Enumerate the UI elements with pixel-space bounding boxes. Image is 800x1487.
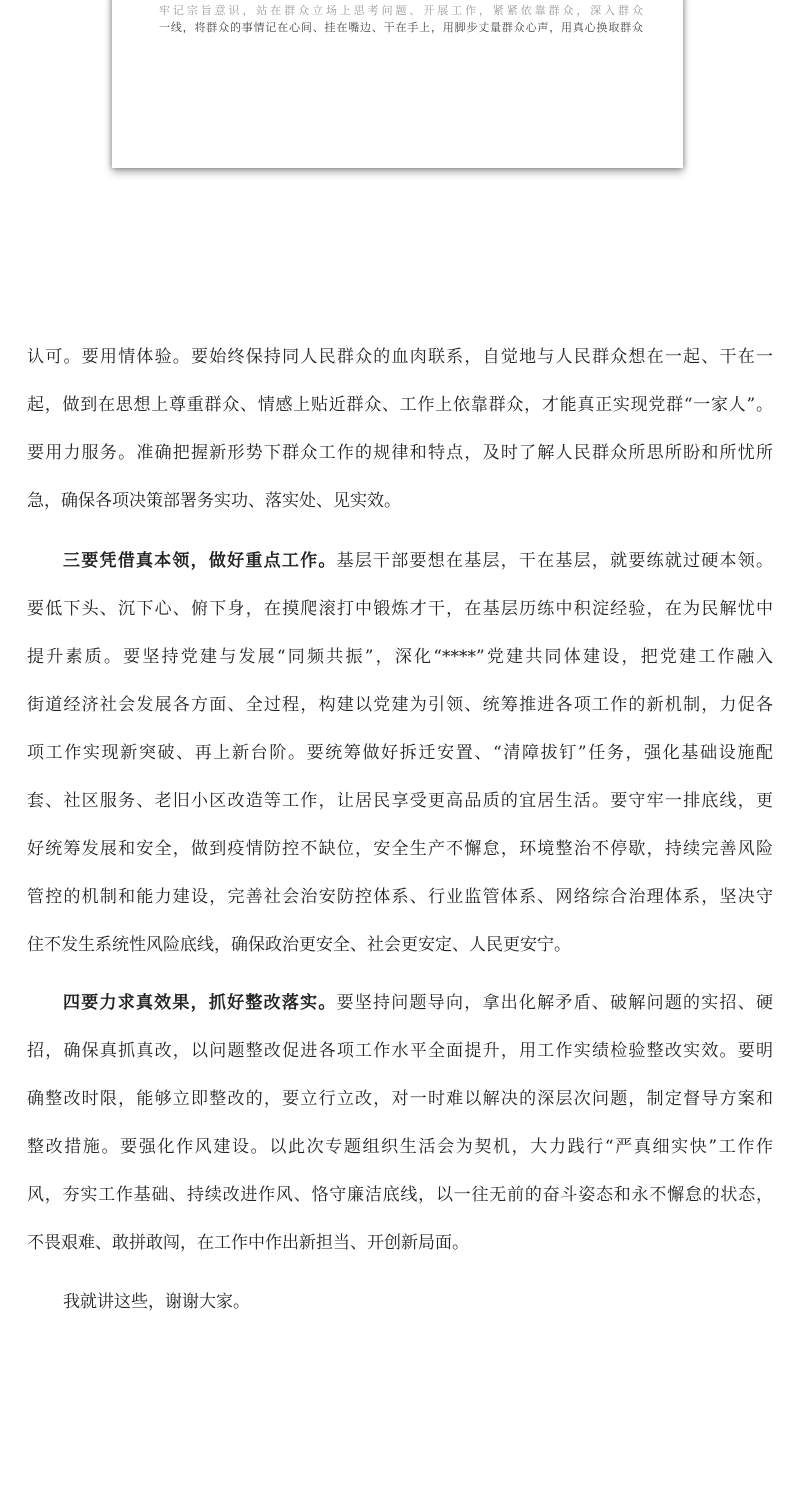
text-line: 套、社区服务、老旧小区改造等工作，让居民享受更高品质的宜居生活。要守牢一排底线，更: [27, 791, 773, 811]
text-line: 街道经济社会发展各方面、全过程，构建以党建为引领、统筹推进各项工作的新机制，力促各: [27, 695, 773, 715]
text-line: 要低下头、沉下心、俯下身，在摸爬滚打中锻炼才干，在基层历练中积淀经验，在为民解忧中: [27, 599, 773, 619]
text-line: 整改措施。要强化作风建设。以此次专题组织生活会为契机，大力践行“严真细实快”工作作: [27, 1137, 773, 1157]
text-line: 不畏艰难、敢拼敢闯，在工作中作出新担当、开创新局面。: [27, 1233, 469, 1253]
text-line: 提升素质。要坚持党建与发展“同频共振”，深化“****”党建共同体建设，把党建工作融入: [27, 647, 773, 667]
text-line: 招，确保真抓真改，以问题整改促进各项工作水平全面提升，用工作实绩检验整改实效。要明: [27, 1041, 773, 1061]
text-line: 要用力服务。准确把握新形势下群众工作的规律和特点，及时了解人民群众所思所盼和所忧所: [27, 443, 773, 463]
text-line: 住不发生系统性风险底线，确保政治更安全、社会更安定、人民更安宁。: [27, 935, 571, 955]
document-preview-card: [112, 0, 683, 168]
text-line: 我就讲这些，谢谢大家。: [63, 1292, 250, 1312]
paragraph-text: 基层干部要想在基层，干在基层，就要练就过硬本领。: [336, 551, 774, 571]
text-line: [63, 549, 773, 573]
text-line: [63, 991, 773, 1015]
paragraph-heading: 四要力求真效果，抓好整改落实。: [63, 993, 337, 1013]
card-line: 一线，将群众的事情记在心间、挂在嘴边、干在手上，用脚步丈量群众心声，用真心换取群众: [159, 21, 643, 34]
text-line: 确整改时限，能够立即整改的，要立行立改，对一时难以解决的深层次问题，制定督导方案和: [27, 1089, 773, 1109]
text-line: 认可。要用情体验。要始终保持同人民群众的血肉联系，自觉地与人民群众想在一起、干在一: [27, 347, 773, 367]
text-line: 项工作实现新突破、再上新台阶。要统筹做好拆迁安置、“清障拔钉”任务，强化基础设施配: [27, 743, 773, 763]
text-line: 起，做到在思想上尊重群众、情感上贴近群众、工作上依靠群众，才能真正实现党群“一家人”。: [27, 395, 773, 415]
paragraph-text: 要坚持问题导向，拿出化解矛盾、破解问题的实招、硬: [336, 993, 774, 1013]
paragraph-heading: 三要凭借真本领，做好重点工作。: [63, 551, 337, 571]
text-line: 管控的机制和能力建设，完善社会治安防控体系、行业监管体系、网络综合治理体系，坚决守: [27, 887, 773, 907]
text-line: 急，确保各项决策部署务实功、落实处、见实效。: [27, 491, 401, 511]
text-line: 好统筹发展和安全，做到疫情防控不缺位，安全生产不懈怠，环境整治不停歇，持续完善风险: [27, 839, 773, 859]
card-line: 牢记宗旨意识，站在群众立场上思考问题、开展工作，紧紧依靠群众，深入群众: [159, 4, 643, 17]
text-line: 风，夯实工作基础、持续改进作风、恪守廉洁底线，以一往无前的奋斗姿态和永不懈怠的状态，: [27, 1185, 773, 1205]
